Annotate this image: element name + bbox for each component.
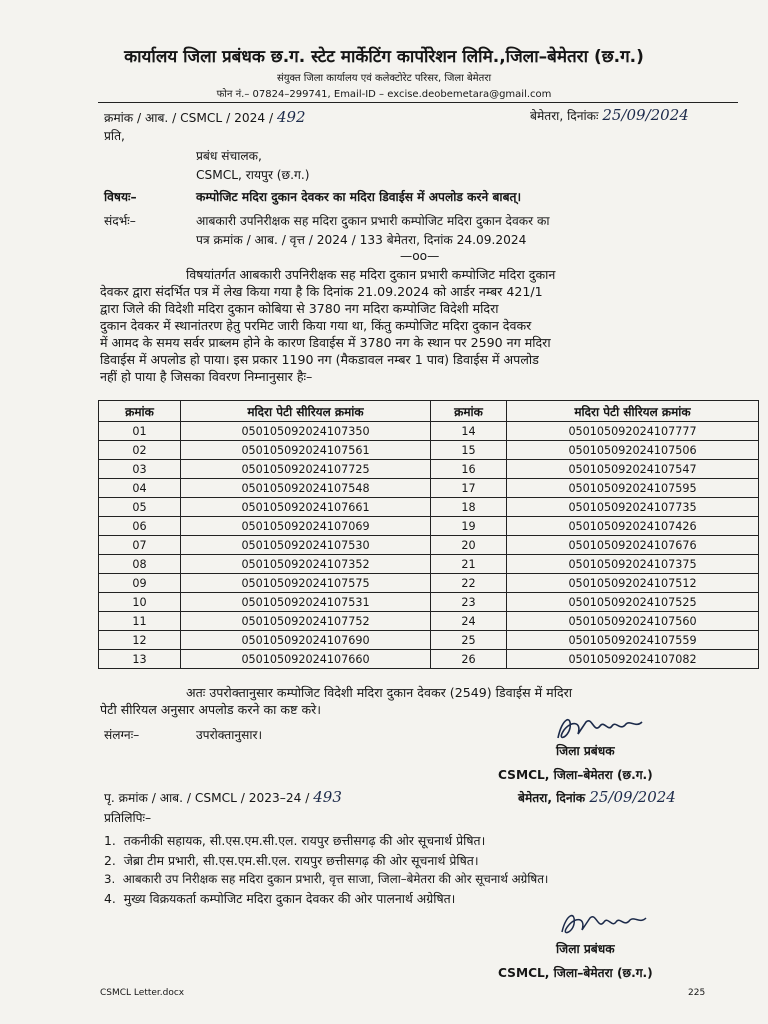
table-row <box>99 631 759 650</box>
cc-item: 4. मुख्य विक्रयकर्ता कम्पोजिट मदिरा दुकान देवकर की ओर पालनार्थ अग्रेषित। <box>104 891 456 906</box>
serial-number-cell: 20 <box>431 536 507 555</box>
box-serial-cell: 050105092024107547 <box>507 460 759 479</box>
subject-text: कम्पोजिट मदिरा दुकान देवकर का मदिरा डिवाईस में अपलोड करने बाबत्। <box>196 190 522 204</box>
box-serial-cell: 050105092024107735 <box>507 498 759 517</box>
table-row <box>99 460 759 479</box>
serial-number-cell: 24 <box>431 612 507 631</box>
body-line: देवकर द्वारा संदर्भित पत्र में लेख किया गया है कि दिनांक 21.09.2024 को आर्डर नम्बर 421/1 <box>100 284 543 299</box>
cc-item: 2. जेब्रा टीम प्रभारी, सी.एस.एम.सी.एल. रायपुर छत्तीसगढ़ की ओर सूचनार्थ प्रेषित। <box>104 853 479 868</box>
cc-item: 3. आबकारी उप निरीक्षक सह मदिरा दुकान प्रभारी, वृत्त साजा, जिला–बेमेतरा की ओर सूचनार्थ अग्रेषित। <box>104 872 549 886</box>
table-row <box>99 479 759 498</box>
table-row <box>99 441 759 460</box>
enclosure-label: संलग्नः– <box>104 728 140 742</box>
column-header: क्रमांक <box>431 401 507 422</box>
body-paragraph <box>100 266 745 385</box>
body-line: द्वारा जिले की विदेशी मदिरा दुकान कोबिया से 3780 नग मदिरा कम्पोजिट विदेशी मदिरा <box>100 301 499 316</box>
serial-number-cell: 09 <box>99 574 181 593</box>
subject-label: विषयः– <box>104 190 137 204</box>
body-line: दुकान देवकर में स्थानांतरण हेतु परमिट जारी किया गया था, किंतु कम्पोजिट मदिरा दुकान देवकर <box>100 318 532 333</box>
table-row <box>99 498 759 517</box>
serial-number-cell: 26 <box>431 650 507 669</box>
closing-paragraph <box>100 684 745 718</box>
signatory-designation: जिला प्रबंधक <box>556 942 615 956</box>
table-row <box>99 555 759 574</box>
serial-number-cell: 13 <box>99 650 181 669</box>
box-serial-cell: 050105092024107676 <box>507 536 759 555</box>
box-serial-cell: 050105092024107752 <box>181 612 431 631</box>
box-serial-cell: 050105092024107725 <box>181 460 431 479</box>
reference-line1: आबकारी उपनिरीक्षक सह मदिरा दुकान प्रभारी कम्पोजिट मदिरा दुकान देवकर का <box>196 214 550 228</box>
box-serial-cell: 050105092024107506 <box>507 441 759 460</box>
serial-number-cell: 16 <box>431 460 507 479</box>
to-label: प्रति, <box>104 129 125 143</box>
box-serial-cell: 050105092024107375 <box>507 555 759 574</box>
serial-number-cell: 01 <box>99 422 181 441</box>
reference-label: संदर्भः– <box>104 214 136 228</box>
copy-date: बेमेतरा, दिनांक 25/09/2024 <box>518 788 676 806</box>
letter-ref-number: 492 <box>276 108 306 126</box>
handwritten-signature <box>554 906 650 942</box>
footer-page-number: 225 <box>688 988 706 998</box>
closing-line: पेटी सीरियल अनुसार अपलोड करने का कष्ट करे। <box>100 702 322 717</box>
box-serial-cell: 050105092024107512 <box>507 574 759 593</box>
body-line: विषयांतर्गत आबकारी उपनिरीक्षक सह मदिरा दुकान प्रभारी कम्पोजिट मदिरा दुकान <box>186 267 556 282</box>
recipient-line1: प्रबंध संचालक, <box>196 149 262 163</box>
signatory-designation: जिला प्रबंधक <box>556 744 615 758</box>
box-serial-cell: 050105092024107426 <box>507 517 759 536</box>
box-serial-cell: 050105092024107530 <box>181 536 431 555</box>
box-serial-cell: 050105092024107690 <box>181 631 431 650</box>
box-serial-cell: 050105092024107531 <box>181 593 431 612</box>
box-serial-cell: 050105092024107660 <box>181 650 431 669</box>
box-serial-cell: 050105092024107525 <box>507 593 759 612</box>
cc-item: 1. तकनीकी सहायक, सी.एस.एम.सी.एल. रायपुर छत्तीसगढ़ की ओर सूचनार्थ प्रेषित। <box>104 833 486 848</box>
signatory-org: CSMCL, जिला–बेमेतरा (छ.ग.) <box>498 966 653 980</box>
letter-ref: क्रमांक / आब. / CSMCL / 2024 / 492 <box>104 108 306 126</box>
table-row <box>99 650 759 669</box>
serial-number-cell: 11 <box>99 612 181 631</box>
serial-number-cell: 03 <box>99 460 181 479</box>
copy-ref-number: 493 <box>313 788 342 806</box>
letter-date-value: 25/09/2024 <box>602 106 689 124</box>
box-serial-cell: 050105092024107352 <box>181 555 431 574</box>
serial-number-cell: 02 <box>99 441 181 460</box>
column-header: क्रमांक <box>99 401 181 422</box>
cc-label: प्रतिलिपिः– <box>104 811 152 825</box>
table-row <box>99 574 759 593</box>
enclosure-text: उपरोक्तानुसार। <box>196 728 263 742</box>
box-serial-cell: 050105092024107661 <box>181 498 431 517</box>
box-serial-cell: 050105092024107561 <box>181 441 431 460</box>
body-line: में आमद के समय सर्वर प्राब्लम होने के कारण डिवाईस में 3780 नग के स्थान पर 2590 नग मदिरा <box>100 335 551 350</box>
serial-number-cell: 05 <box>99 498 181 517</box>
serial-number-cell: 17 <box>431 479 507 498</box>
box-serial-cell: 050105092024107575 <box>181 574 431 593</box>
serial-number-cell: 08 <box>99 555 181 574</box>
box-serial-cell: 050105092024107069 <box>181 517 431 536</box>
signatory-org: CSMCL, जिला–बेमेतरा (छ.ग.) <box>498 768 653 782</box>
serial-number-cell: 15 <box>431 441 507 460</box>
serial-number-cell: 21 <box>431 555 507 574</box>
serial-number-cell: 22 <box>431 574 507 593</box>
serial-number-cell: 04 <box>99 479 181 498</box>
box-serial-cell: 050105092024107560 <box>507 612 759 631</box>
copy-date-value: 25/09/2024 <box>589 788 676 806</box>
serial-number-cell: 18 <box>431 498 507 517</box>
table-row <box>99 593 759 612</box>
serial-number-cell: 14 <box>431 422 507 441</box>
footer-filename: CSMCL Letter.docx <box>100 988 185 998</box>
serial-table <box>98 400 759 669</box>
box-serial-cell: 050105092024107559 <box>507 631 759 650</box>
column-header: मदिरा पेटी सीरियल क्रमांक <box>181 401 431 422</box>
serial-number-cell: 10 <box>99 593 181 612</box>
recipient-line2: CSMCL, रायपुर (छ.ग.) <box>196 168 310 182</box>
table-row <box>99 517 759 536</box>
serial-number-cell: 19 <box>431 517 507 536</box>
reference-line2: पत्र क्रमांक / आब. / वृत्त / 2024 / 133 बेमेतरा, दिनांक 24.09.2024 <box>196 233 527 247</box>
closing-line: अतः उपरोक्तानुसार कम्पोजिट विदेशी मदिरा दुकान देवकर (2549) डिवाईस में मदिरा <box>186 685 573 700</box>
body-line: नहीं हो पाया है जिसका विवरण निम्नानुसार हैः– <box>100 369 313 384</box>
table-header-row <box>99 401 759 422</box>
column-header: मदिरा पेटी सीरियल क्रमांक <box>507 401 759 422</box>
office-title: कार्यालय जिला प्रबंधक छ.ग. स्टेट मार्केटिंग कार्पोरेशन लिमि.,जिला–बेमेतरा (छ.ग.) <box>124 47 644 67</box>
copy-ref: पृ. क्रमांक / आब. / CSMCL / 2023–24 / 493 <box>104 788 342 806</box>
header-divider <box>98 102 738 103</box>
serial-number-cell: 12 <box>99 631 181 650</box>
divider-mark: —oo— <box>400 249 440 263</box>
serial-number-cell: 07 <box>99 536 181 555</box>
office-address: संयुक्त जिला कार्यालय एवं कलेक्टोरेट परिसर, जिला बेमेतरा <box>276 73 492 84</box>
serial-number-cell: 06 <box>99 517 181 536</box>
letter-date: बेमेतरा, दिनांकः 25/09/2024 <box>530 106 689 124</box>
table-row <box>99 536 759 555</box>
box-serial-cell: 050105092024107548 <box>181 479 431 498</box>
table-row <box>99 422 759 441</box>
box-serial-cell: 050105092024107082 <box>507 650 759 669</box>
serial-number-cell: 25 <box>431 631 507 650</box>
box-serial-cell: 050105092024107777 <box>507 422 759 441</box>
box-serial-cell: 050105092024107350 <box>181 422 431 441</box>
office-contact: फोन नं.– 07824–299741, Email-ID – excise.deobemetara@gmail.com <box>216 89 552 100</box>
body-line: डिवाईस में अपलोड हो पाया। इस प्रकार 1190 नग (मैकडावल नम्बर 1 पाव) डिवाईस में अपलोड <box>100 352 539 367</box>
box-serial-cell: 050105092024107595 <box>507 479 759 498</box>
table-body <box>99 422 759 669</box>
table-row <box>99 612 759 631</box>
serial-number-cell: 23 <box>431 593 507 612</box>
